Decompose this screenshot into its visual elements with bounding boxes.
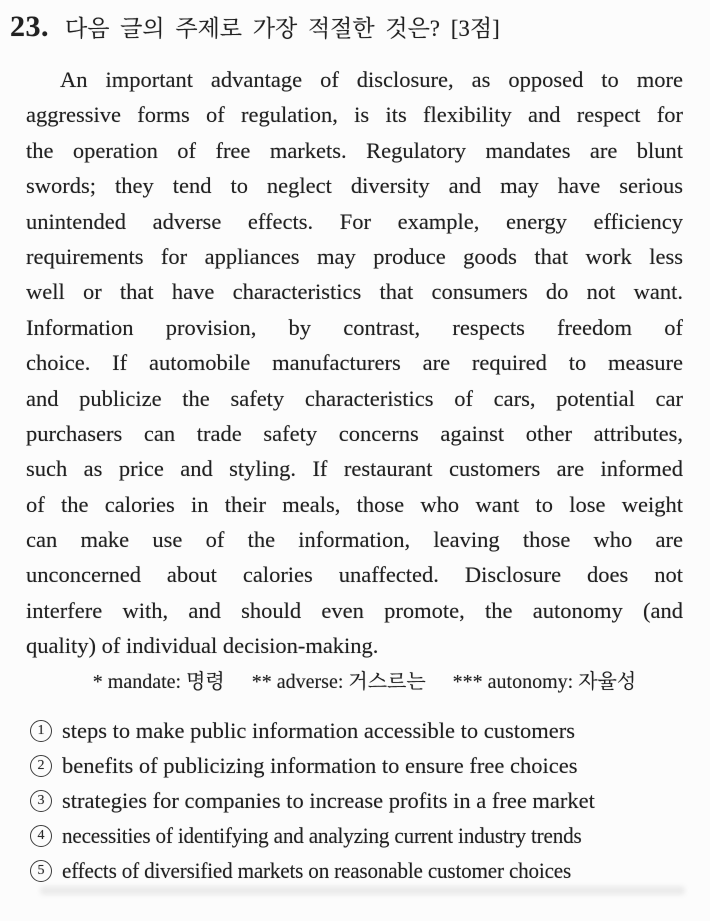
passage-line: choice. If automobile manufacturers are required to measure	[26, 350, 683, 376]
choice-3-text: strategies for companies to increase profits in a free market	[62, 787, 595, 813]
footnote-adverse: ** adverse: 거스르는	[251, 671, 426, 693]
choice-4-text: necessities of identifying and analyzing current industry trends	[62, 822, 582, 848]
passage-line: can make use of the information, leaving those who are	[26, 527, 683, 553]
passage-line: of the calories in their meals, those who want to lose weight	[26, 491, 683, 517]
choice-5-circled-number: 5	[30, 860, 52, 882]
passage-line: quality) of individual decision-making.	[26, 633, 379, 659]
choice-4	[30, 818, 690, 853]
choice-1-circled-number: 1	[30, 720, 52, 742]
passage-line: swords; they tend to neglect diversity and may have serious	[26, 173, 683, 199]
passage-line: requirements for appliances may produce goods that work less	[26, 243, 683, 269]
choice-1	[30, 713, 690, 748]
passage-line: unintended adverse effects. For example, energy efficiency	[26, 208, 683, 234]
passage-line: An important advantage of disclosure, as opposed to more	[60, 67, 683, 92]
passage-line: well or that have characteristics that consumers do not want.	[26, 279, 683, 305]
choice-3	[30, 783, 690, 818]
footnote-mandate: * mandate: 명령	[92, 671, 225, 693]
choice-5	[30, 853, 690, 888]
footnotes	[46, 667, 683, 697]
choice-4-circled-number: 4	[30, 825, 52, 847]
question-number: 23.	[10, 10, 49, 43]
passage-line: Information provision, by contrast, respects freedom of	[26, 314, 683, 340]
passage-line: such as price and styling. If restaurant customers are informed	[26, 456, 683, 482]
passage-line: the operation of free markets. Regulatory mandates are blunt	[26, 137, 683, 163]
passage-line: interfere with, and should even promote, the autonomy (and	[26, 597, 683, 623]
choice-3-circled-number: 3	[30, 790, 52, 812]
choice-1-text: steps to make public information accessible to customers	[62, 717, 575, 743]
question-prompt: 다음 글의 주제로 가장 적절한 것은? [3점]	[65, 16, 500, 41]
choice-2-circled-number: 2	[30, 755, 52, 777]
passage-line: purchasers can trade safety concerns against other attributes,	[26, 420, 683, 446]
scan-artifact	[40, 886, 685, 895]
choice-5-text: effects of diversified markets on reasonable customer choices	[62, 857, 572, 883]
passage-line: unconcerned about calories unaffected. Disclosure does not	[26, 562, 683, 588]
choice-2	[30, 748, 690, 783]
question-header	[10, 10, 500, 44]
choice-2-text: benefits of publicizing information to ensure free choices	[62, 752, 578, 778]
passage-line: and publicize the safety characteristics of cars, potential car	[26, 385, 683, 411]
passage-line: aggressive forms of regulation, is its flexibility and respect for	[26, 102, 683, 128]
footnote-autonomy: *** autonomy: 자율성	[452, 671, 637, 693]
answer-choices	[30, 713, 690, 888]
passage	[26, 62, 683, 664]
